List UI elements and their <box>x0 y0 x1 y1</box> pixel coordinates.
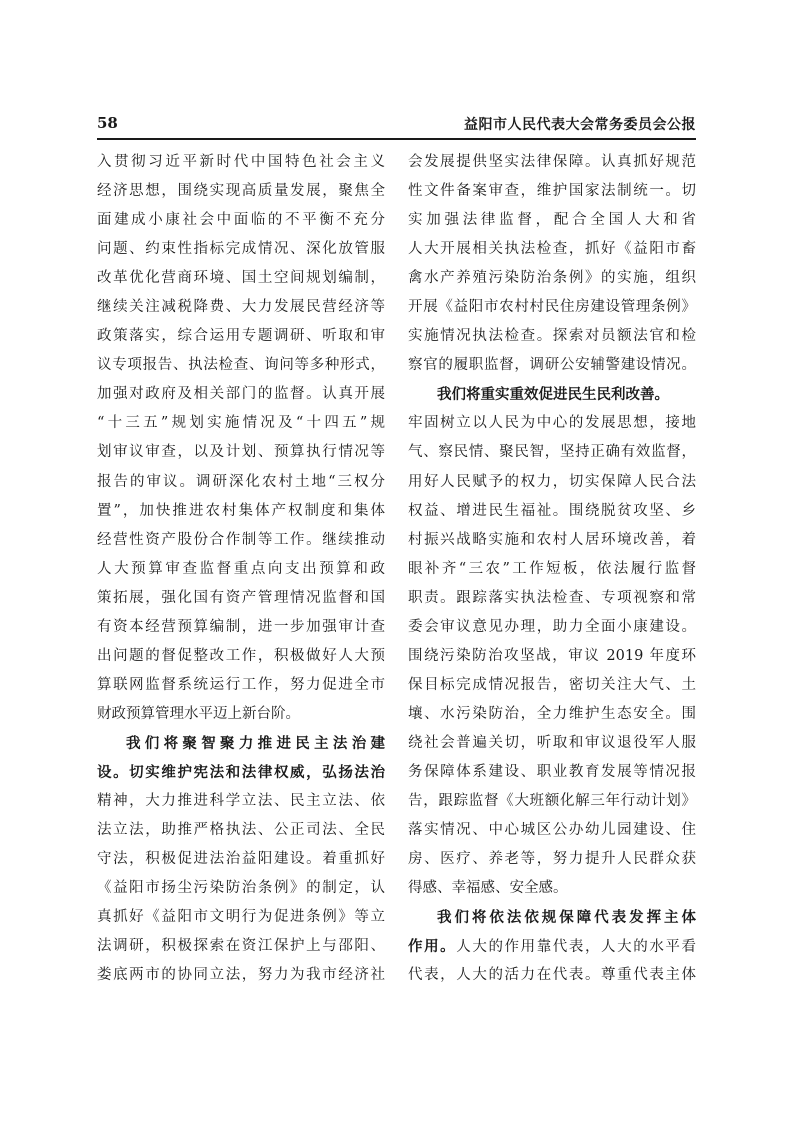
text-line: 开展《益阳市农村村民住房建设管理条例》 <box>408 299 696 316</box>
text-line: 报告的审议。调研深化农村土地“三权分 <box>97 473 385 490</box>
text-line: 《益阳市扬尘污染防治条例》的制定，认 <box>97 880 385 897</box>
text-line: 察官的履职监督，调研公安辅警建设情况。 <box>408 357 696 374</box>
text-line <box>408 932 696 961</box>
text-line: “十三五”规划实施情况及“十四五”规 <box>97 415 385 432</box>
text-line: 代表，人大的活力在代表。尊重代表主体 <box>408 967 696 984</box>
text-line: 改革优化营商环境、国土空间规划编制， <box>97 270 385 287</box>
text-line: 眼补齐“三农”工作短板，依法履行监督 <box>408 560 696 577</box>
section-heading-end: 作用。 <box>408 938 457 956</box>
text-line: 出问题的督促整改工作，积极做好人大预 <box>97 647 385 664</box>
text-line: 法立法，助推严格执法、公正司法、全民 <box>97 822 385 839</box>
text-line: 围绕污染防治攻坚战，审议 2019 年度环 <box>408 647 696 664</box>
text-line: 村振兴战略实施和农村人居环境改善，着 <box>408 531 696 548</box>
text-line: 绕社会普遍关切，听取和审议退役军人服 <box>408 734 696 751</box>
text-line: 房、医疗、养老等，努力提升人民群众获 <box>408 851 696 868</box>
text-line: 气、察民情、聚民智，坚持正确有效监督， <box>408 444 696 461</box>
text-line: 禽水产养殖污染防治条例》的实施，组织 <box>408 270 696 287</box>
text-line: 加强对政府及相关部门的监督。认真开展 <box>97 386 385 403</box>
text-line <box>97 758 385 787</box>
text-line: 划审议审查，以及计划、预算执行情况等 <box>97 444 385 461</box>
text-line: 经济思想，围绕实现高质量发展，聚焦全 <box>97 183 385 200</box>
right-column <box>408 148 696 990</box>
text-segment: 人大的作用靠代表，人大的水平看 <box>456 939 696 956</box>
text-line: 议专项报告、执法检查、询问等多种形式， <box>97 357 385 374</box>
text-line: 委会审议意见办理，助力全面小康建设。 <box>408 618 696 635</box>
text-line: 性文件备案审查，维护国家法制统一。切 <box>408 183 696 200</box>
section-heading: 我们将依法依规保障代表发挥主体 <box>437 909 696 927</box>
journal-title: 益阳市人民代表大会常务委员会公报 <box>464 117 696 133</box>
text-line: 务保障体系建设、职业教育发展等情况报 <box>408 763 696 780</box>
text-line: 问题、约束性指标完成情况、深化放管服 <box>97 241 385 258</box>
text-line: 人大预算审查监督重点向支出预算和政 <box>97 560 385 577</box>
header-rule <box>97 138 696 140</box>
text-line: 用好人民赋予的权力，切实保障人民合法 <box>408 473 696 490</box>
text-line: 置”，加快推进农村集体产权制度和集体 <box>97 502 385 519</box>
text-line: 策拓展，强化国有资产管理情况监督和国 <box>97 589 385 606</box>
text-line: 权益、增进民生福祉。围绕脱贫攻坚、乡 <box>408 502 696 519</box>
page-header <box>97 114 696 138</box>
text-line: 法调研，积极探索在资江保护上与邵阳、 <box>97 938 385 955</box>
text-line: 保目标完成情况报告，密切关注大气、土 <box>408 676 696 693</box>
text-line: 落实情况、中心城区公办幼儿园建设、住 <box>408 822 696 839</box>
left-column <box>97 148 385 990</box>
text-line: 人大开展相关执法检查，抓好《益阳市畜 <box>408 241 696 258</box>
section-heading: 我们将聚智聚力推进民主法治建 <box>126 734 385 752</box>
text-line: 入贯彻习近平新时代中国特色社会主义 <box>97 154 385 170</box>
section-heading-end: 设。切实维护宪法和法律权威，弘扬法治 <box>97 763 385 781</box>
text-line: 政策落实，综合运用专题调研、听取和审 <box>97 328 385 345</box>
text-line: 算联网监督系统运行工作，努力促进全市 <box>97 676 385 693</box>
text-line: 得感、幸福感、安全感。 <box>408 880 568 897</box>
page-number: 58 <box>97 114 118 132</box>
text-line: 守法，积极促进法治益阳建设。着重抓好 <box>97 851 385 868</box>
text-line: 继续关注减税降费、大力发展民营经济等 <box>97 299 385 316</box>
text-line: 实施情况执法检查。探索对员额法官和检 <box>408 328 696 345</box>
text-line: 面建成小康社会中面临的不平衡不充分 <box>97 212 385 229</box>
text-line: 壤、水污染防治，全力维护生态安全。围 <box>408 705 696 722</box>
text-line: 真抓好《益阳市文明行为促进条例》等立 <box>97 909 385 926</box>
text-line: 告，跟踪监督《大班额化解三年行动计划》 <box>408 793 696 810</box>
text-line: 经营性资产股份合作制等工作。继续推动 <box>97 531 385 548</box>
text-line: 牢固树立以人民为中心的发展思想，接地 <box>408 415 696 432</box>
text-line: 娄底两市的协同立法，努力为我市经济社 <box>97 967 385 984</box>
text-line: 财政预算管理水平迈上新台阶。 <box>97 705 300 722</box>
text-line: 精神，大力推进科学立法、民主立法、依 <box>97 793 385 810</box>
text-line: 有资本经营预算编制，进一步加强审计查 <box>97 618 385 635</box>
text-line: 职责。跟踪落实执法检查、专项视察和常 <box>408 589 696 606</box>
section-heading: 我们将重实重效促进民生民利改善。 <box>437 386 669 404</box>
text-line: 实加强法律监督，配合全国人大和省 <box>408 212 696 229</box>
text-line: 会发展提供坚实法律保障。认真抓好规范 <box>408 154 696 170</box>
